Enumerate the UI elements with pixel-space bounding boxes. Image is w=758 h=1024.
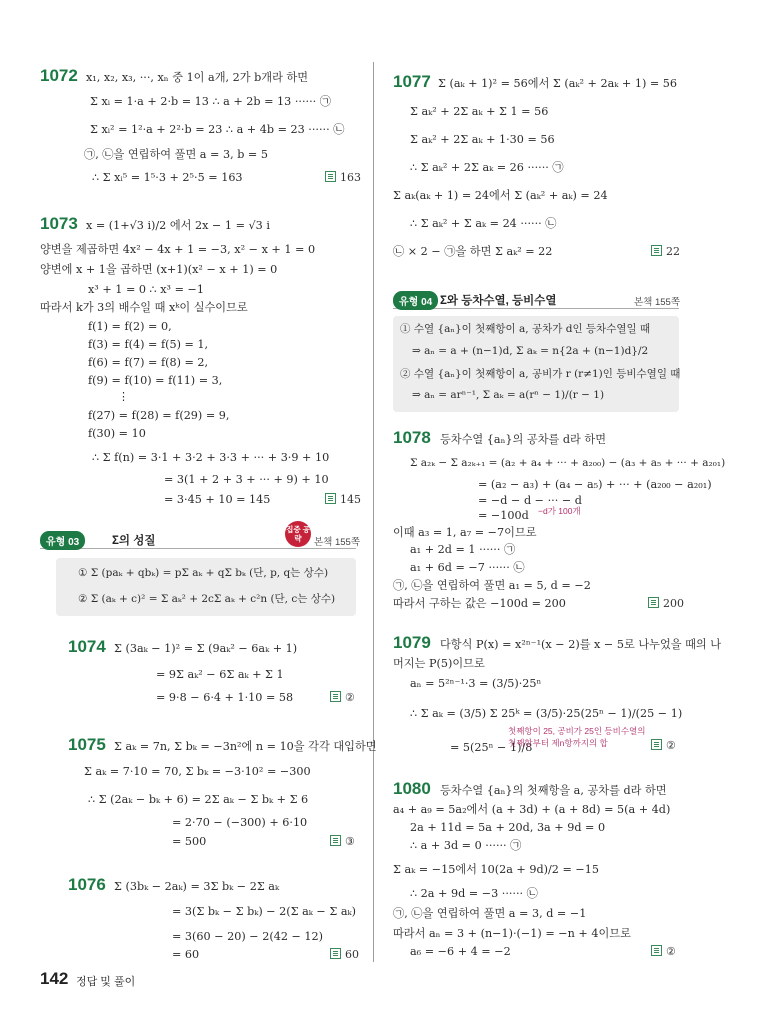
solution-line: 다항식 P(x) = x²ⁿ⁻¹(x − 2)를 x − 5로 나누었을 때의 나 bbox=[440, 638, 722, 651]
solution-line: f(27) = f(28) = f(29) = 9, bbox=[88, 409, 230, 422]
solution-line: Σ aₖ = 7·10 = 70, Σ bₖ = −3·10² = −300 bbox=[84, 765, 311, 778]
solution-line: 따라서 구하는 값은 −100d = 200 bbox=[393, 597, 566, 610]
solution-line: Σ aₖ² + 2Σ aₖ + 1·30 = 56 bbox=[410, 133, 555, 146]
column-divider bbox=[373, 62, 374, 962]
solution-line: = 3(1 + 2 + 3 + ··· + 9) + 10 bbox=[164, 473, 329, 486]
solution-line: = 9Σ aₖ² − 6Σ aₖ + Σ 1 bbox=[156, 668, 284, 681]
solution-line: = 500 bbox=[172, 835, 207, 848]
solution-line: ∴ Σ xᵢ⁵ = 1⁵·3 + 2⁵·5 = 163 bbox=[92, 171, 243, 184]
solution-line: Σ aₖ² + 2Σ aₖ + Σ 1 = 56 bbox=[410, 105, 549, 118]
solution-line: 등차수열 {aₙ}의 공차를 d라 하면 bbox=[440, 433, 607, 446]
answer: 163 bbox=[325, 171, 361, 184]
solution-line: = 9·8 − 6·4 + 1·10 = 58 bbox=[156, 691, 294, 704]
solution-line: 따라서 k가 3의 배수일 때 xᵏ이 실수이므로 bbox=[40, 301, 248, 314]
solution-line: ∴ 2a + 9d = −3 ······ ㉡ bbox=[410, 887, 538, 900]
solution-line: f(1) = f(2) = 0, bbox=[88, 320, 172, 333]
solution-line: 따라서 aₙ = 3 + (n−1)·(−1) = −n + 4이므로 bbox=[393, 927, 631, 940]
solution-line: x = (1+√3 i)/2 에서 2x − 1 = √3 i bbox=[86, 219, 270, 232]
solution-line: Σ a₂ₖ − Σ a₂ₖ₊₁ = (a₂ + a₄ + ··· + a₂₀₀) − (a₃ + a₅ + ··· + a₂₀₁) bbox=[410, 457, 726, 469]
solution-line: ⋮ bbox=[118, 390, 130, 403]
answer-icon bbox=[651, 739, 662, 750]
page-number: 142 bbox=[40, 969, 69, 988]
solution-line: = 3(60 − 20) − 2(42 − 12) bbox=[172, 930, 324, 943]
solution-line: = 3(Σ bₖ − Σ bₖ) − 2(Σ aₖ − Σ aₖ) bbox=[172, 905, 356, 918]
solution-line: = −d − d − ··· − d bbox=[478, 494, 582, 507]
solution-line: Σ aₖ(aₖ + 1) = 24에서 Σ (aₖ² + aₖ) = 24 bbox=[393, 189, 608, 202]
answer: 22 bbox=[651, 245, 680, 258]
solution-line: ∴ a + 3d = 0 ······ ㉠ bbox=[410, 839, 522, 852]
footer-label: 정답 및 풀이 bbox=[76, 976, 136, 988]
solution-line: ∴ Σ aₖ² + 2Σ aₖ = 26 ······ ㉠ bbox=[410, 161, 564, 174]
summary-rule: ⇒ aₙ = arⁿ⁻¹, Σ aₖ = a(rⁿ − 1)/(r − 1) bbox=[412, 389, 605, 401]
solution-line: a₆ = −6 + 4 = −2 bbox=[410, 945, 511, 958]
annotation-note: 첫째항이 25, 공비가 25인 등비수열의 bbox=[508, 726, 646, 736]
solution-line: a₄ + a₉ = 5a₂에서 (a + 3d) + (a + 8d) = 5(a + 4d) bbox=[393, 803, 671, 816]
summary-rule: ⇒ aₙ = a + (n−1)d, Σ aₖ = n{2a + (n−1)d}/2 bbox=[412, 345, 649, 357]
solution-line: x³ + 1 = 0 ∴ x³ = −1 bbox=[88, 283, 205, 296]
solution-line: 양변에 x + 1을 곱하면 (x+1)(x² − x + 1) = 0 bbox=[40, 263, 278, 276]
solution-line: ∴ Σ (2aₖ − bₖ + 6) = 2Σ aₖ − Σ bₖ + Σ 6 bbox=[88, 793, 309, 806]
answer: 60 bbox=[330, 948, 359, 961]
answer-icon bbox=[651, 245, 662, 256]
summary-rule: ① Σ (paₖ + qbₖ) = pΣ aₖ + qΣ bₖ (단, p, q는 상수) bbox=[78, 567, 329, 579]
answer: 145 bbox=[325, 493, 361, 506]
problem-number: 1078 bbox=[393, 428, 431, 447]
solution-line: Σ aₖ = 7n, Σ bₖ = −3n²에 n = 10을 각각 대입하면 bbox=[114, 740, 377, 753]
textbook-reference: 본책 155쪽 bbox=[634, 297, 681, 308]
solution-line: f(9) = f(10) = f(11) = 3, bbox=[88, 374, 223, 387]
annotation-note: −d가 100개 bbox=[538, 506, 581, 516]
focus-badge: 집중 공략 bbox=[285, 521, 311, 547]
problem-number: 1077 bbox=[393, 72, 431, 91]
annotation-note: 첫째항부터 제n항까지의 합 bbox=[508, 738, 608, 748]
summary-rule: ② Σ (aₖ + c)² = Σ aₖ² + 2cΣ aₖ + c²n (단, c는 상수) bbox=[78, 593, 336, 605]
solution-line: f(3) = f(4) = f(5) = 1, bbox=[88, 338, 209, 351]
answer-icon bbox=[651, 945, 662, 956]
problem-number: 1072 bbox=[40, 66, 78, 85]
solution-line: = 2·70 − (−300) + 6·10 bbox=[172, 816, 308, 829]
solution-line: = −100d bbox=[478, 509, 529, 522]
solution-line: ∴ Σ aₖ = (3/5) Σ 25ᵏ = (3/5)·25(25ⁿ − 1)/(25 − 1) bbox=[410, 707, 683, 720]
solution-line: 2a + 11d = 5a + 20d, 3a + 9d = 0 bbox=[410, 821, 606, 834]
type-title: Σ의 성질 bbox=[112, 535, 156, 547]
solution-line: = 60 bbox=[172, 948, 200, 961]
type-tag: 유형 03 bbox=[40, 531, 85, 550]
problem-number: 1074 bbox=[68, 637, 106, 656]
solution-line: a₁ + 2d = 1 ······ ㉠ bbox=[410, 543, 516, 556]
solution-line: Σ (3aₖ − 1)² = Σ (9aₖ² − 6aₖ + 1) bbox=[114, 642, 298, 655]
solution-line: Σ (aₖ + 1)² = 56에서 Σ (aₖ² + 2aₖ + 1) = 56 bbox=[438, 77, 678, 90]
solution-line: = 5(25ⁿ − 1)/8 bbox=[450, 741, 533, 754]
solution-line: Σ (3bₖ − 2aₖ) = 3Σ bₖ − 2Σ aₖ bbox=[114, 880, 280, 893]
problem-number: 1073 bbox=[40, 214, 78, 233]
answer: ③ bbox=[330, 835, 355, 848]
problem-number: 1080 bbox=[393, 779, 431, 798]
solution-line: Σ xᵢ = 1·a + 2·b = 13 ∴ a + 2b = 13 ······ ㉠ bbox=[90, 95, 331, 108]
answer-icon bbox=[325, 171, 336, 182]
problem-number: 1075 bbox=[68, 735, 106, 754]
type-title: Σ와 등차수열, 등비수열 bbox=[440, 295, 557, 307]
solution-line: = 3·45 + 10 = 145 bbox=[164, 493, 271, 506]
answer-icon bbox=[648, 597, 659, 608]
problem-number: 1079 bbox=[393, 633, 431, 652]
problem-number: 1076 bbox=[68, 875, 106, 894]
textbook-reference: 본책 155쪽 bbox=[314, 537, 361, 548]
solution-line: a₁ + 6d = −7 ······ ㉡ bbox=[410, 561, 525, 574]
answer: 200 bbox=[648, 597, 684, 610]
answer: ② bbox=[651, 739, 676, 752]
answer: ② bbox=[651, 945, 676, 958]
solution-line: Σ aₖ = −15에서 10(2a + 9d)/2 = −15 bbox=[393, 863, 599, 876]
solution-line: 등차수열 {aₙ}의 첫째항을 a, 공차를 d라 하면 bbox=[440, 784, 667, 797]
solution-line: 양변을 제곱하면 4x² − 4x + 1 = −3, x² − x + 1 = 0 bbox=[40, 243, 316, 256]
answer-icon bbox=[330, 691, 341, 702]
solution-line: ㉠, ㉡을 연립하여 풀면 a₁ = 5, d = −2 bbox=[393, 579, 591, 592]
type-tag: 유형 04 bbox=[393, 291, 438, 310]
solution-line: ㉠, ㉡을 연립하여 풀면 a = 3, b = 5 bbox=[84, 148, 268, 161]
solution-line: ㉡ × 2 − ㉠을 하면 Σ aₖ² = 22 bbox=[393, 245, 553, 258]
solution-line: ∴ Σ f(n) = 3·1 + 3·2 + 3·3 + ··· + 3·9 + 10 bbox=[92, 451, 330, 464]
answer-icon bbox=[325, 493, 336, 504]
solution-line: f(6) = f(7) = f(8) = 2, bbox=[88, 356, 209, 369]
solution-line: aₙ = 5²ⁿ⁻¹·3 = (3/5)·25ⁿ bbox=[410, 677, 542, 690]
summary-rule: ② 수열 {aₙ}이 첫째항이 a, 공비가 r (r≠1)인 등비수열일 때 bbox=[400, 368, 681, 380]
solution-line: x₁, x₂, x₃, ···, xₙ 중 1이 a개, 2가 b개라 하면 bbox=[86, 71, 309, 84]
solution-line: f(30) = 10 bbox=[88, 427, 146, 440]
answer-icon bbox=[330, 835, 341, 846]
solution-line: = (a₂ − a₃) + (a₄ − a₅) + ··· + (a₂₀₀ − a₂₀₁) bbox=[478, 478, 712, 491]
solution-line: 이때 a₃ = 1, a₇ = −7이므로 bbox=[393, 526, 537, 539]
solution-line: ㉠, ㉡을 연립하여 풀면 a = 3, d = −1 bbox=[393, 907, 587, 920]
answer-icon bbox=[330, 948, 341, 959]
solution-line: ∴ Σ aₖ² + Σ aₖ = 24 ······ ㉡ bbox=[410, 217, 557, 230]
answer: ② bbox=[330, 691, 355, 704]
solution-line: 머지는 P(5)이므로 bbox=[393, 657, 485, 670]
solution-line: Σ xᵢ² = 1²·a + 2²·b = 23 ∴ a + 4b = 23 ······ ㉡ bbox=[90, 123, 345, 136]
summary-rule: ① 수열 {aₙ}이 첫째항이 a, 공차가 d인 등차수열일 때 bbox=[400, 323, 651, 335]
